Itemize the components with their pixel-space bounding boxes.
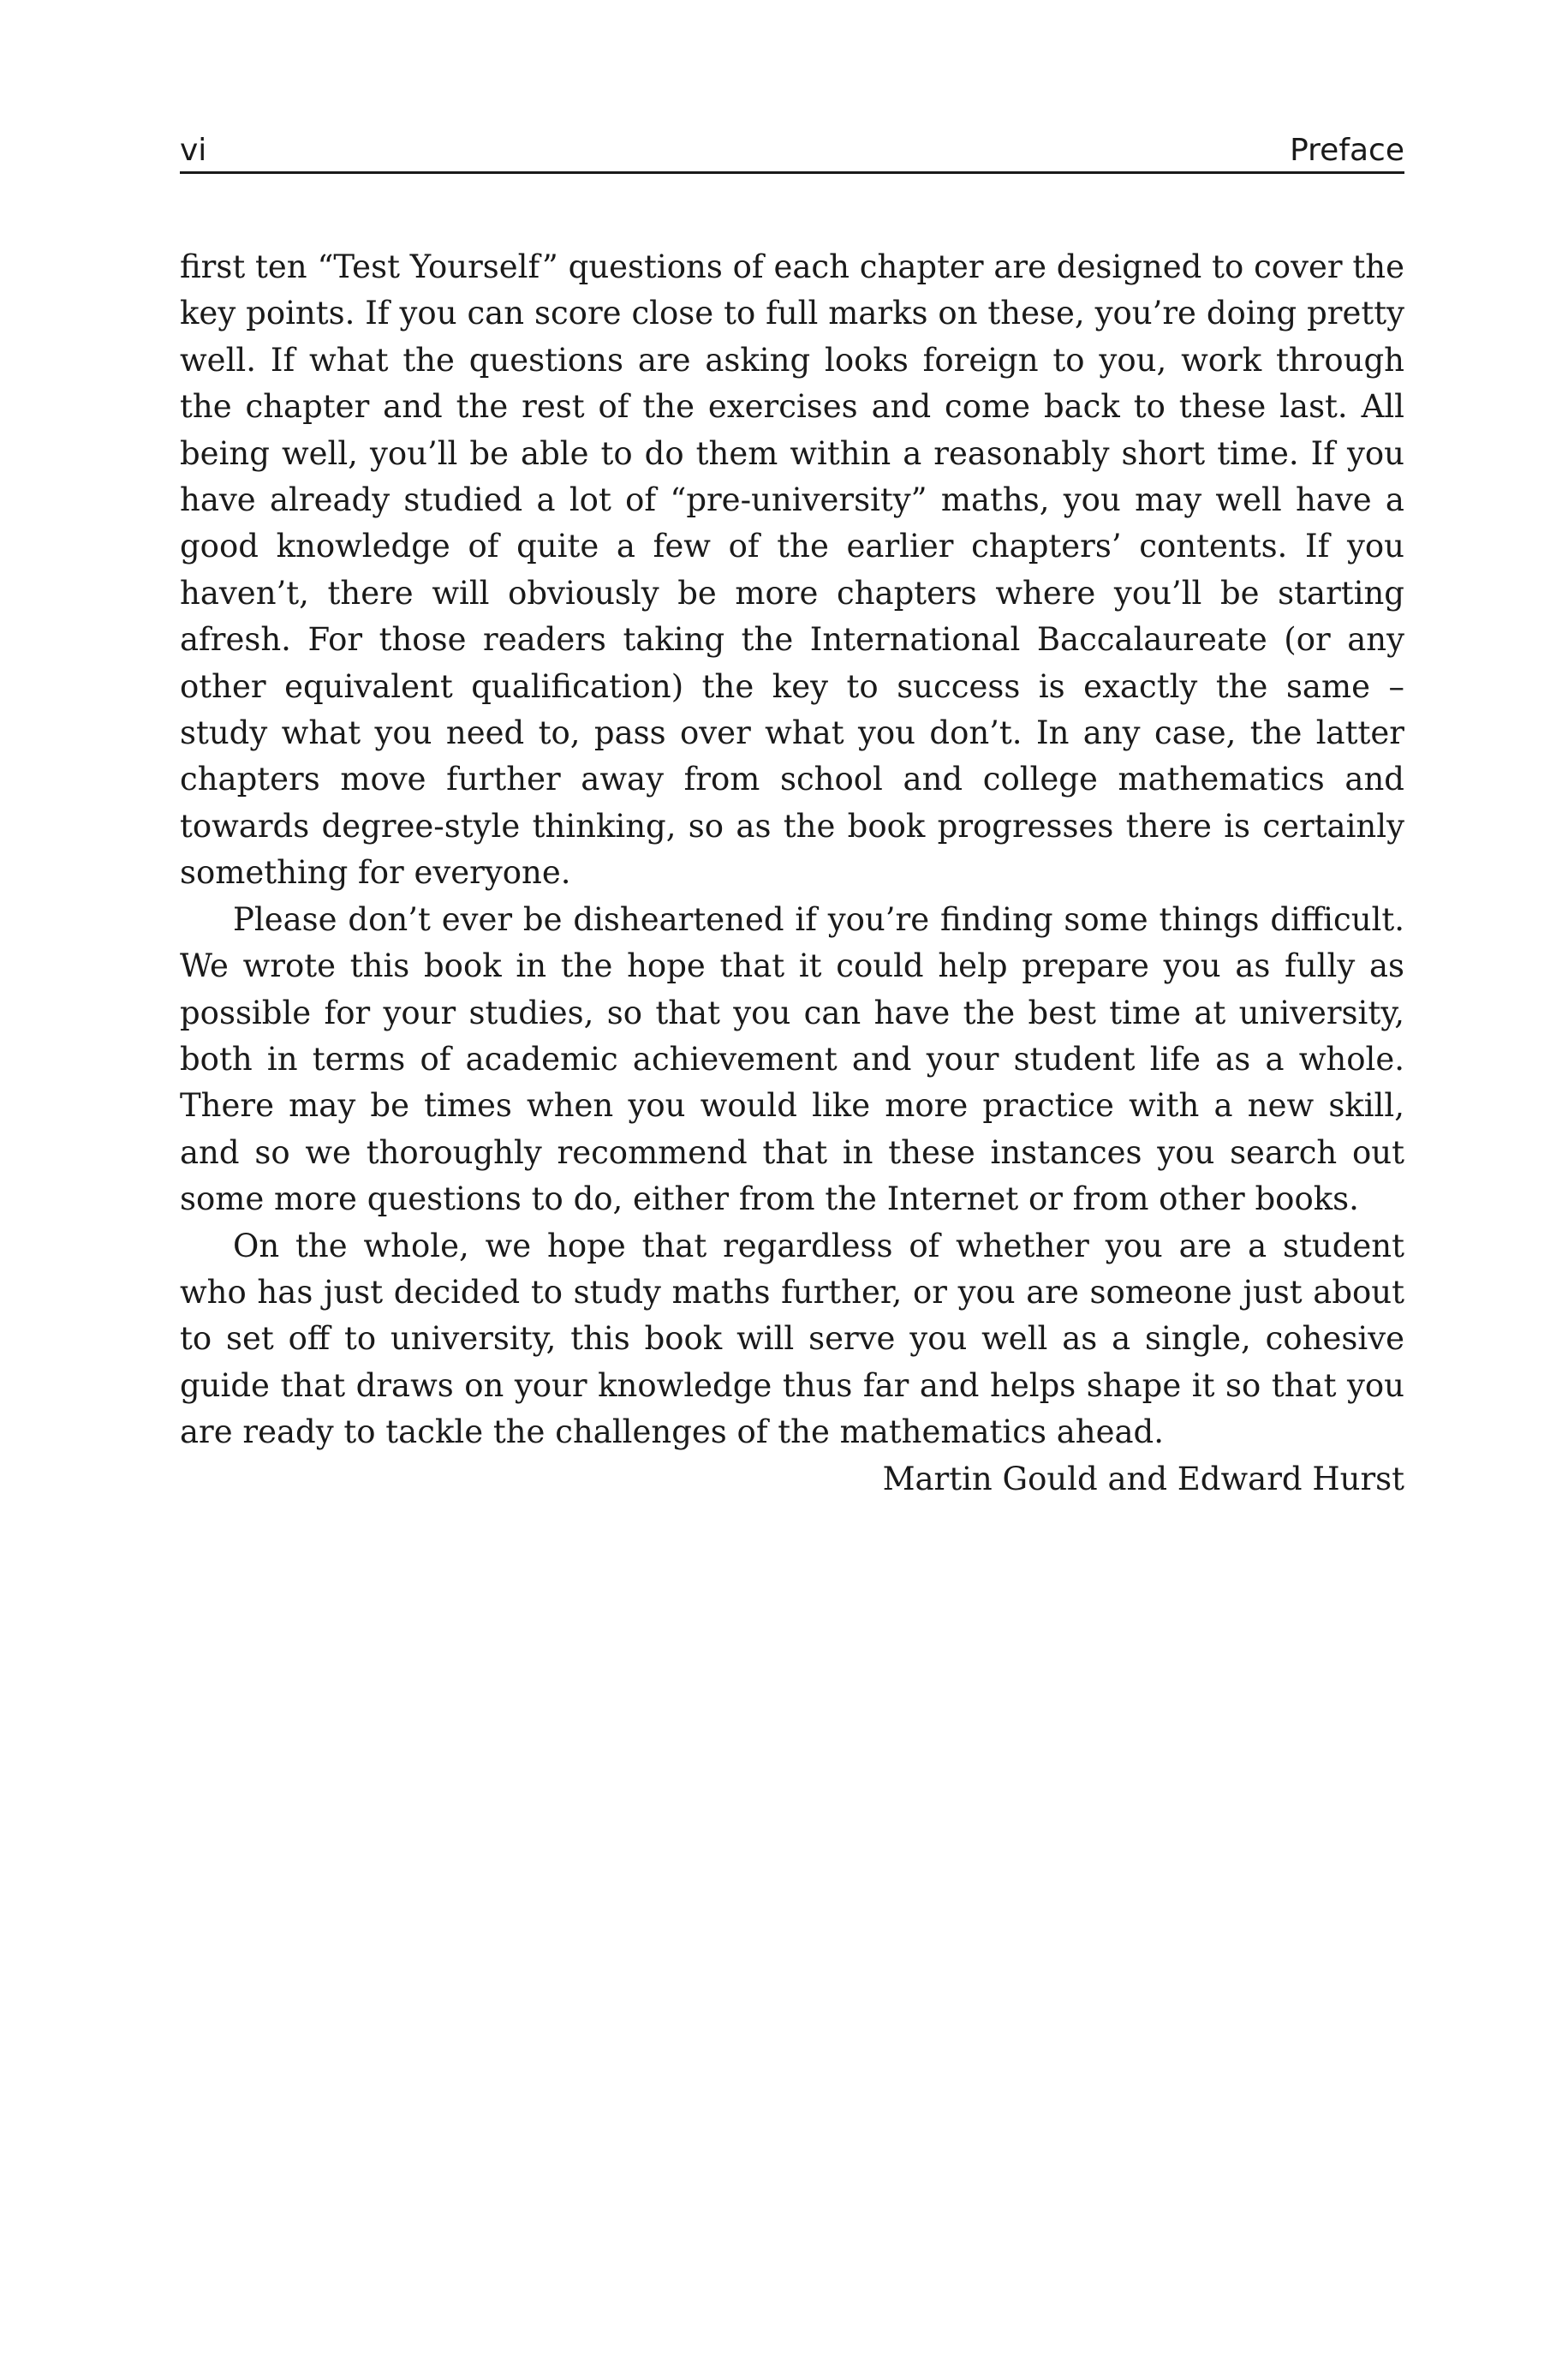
author-signature: Martin Gould and Edward Hurst [882,1460,1404,1497]
header-rule [180,171,1404,174]
book-page [180,0,1404,2378]
paragraph: On the whole, we hope that regardless of whether you are a student who has just decided to study maths further, or you are someone just about to set off to university, this book will serve you well as a single, cohesive guide that draws on your knowledge thus far and helps shape it so that you are ready to tackle the challenges of the mathematics ahead. [180,1227,1404,1451]
preface-body [180,244,1404,1503]
paragraph: Please don’t ever be disheartened if you’re finding some things difficult. We wrote this book in the hope that it could help prepare you as fully as possible for your studies, so that you can have the best time at university, both in terms of academic achievement and your student life as a whole. There may be times when you would like more practice with a new skill, and so we thoroughly recommend that in these instances you search out some more questions to do, either from the Internet or from other books. [180,900,1404,1218]
running-header [180,128,1404,173]
section-title: Preface [1290,133,1404,168]
paragraph-continued: first ten “Test Yourself” questions of each chapter are designed to cover the key points. If you can score close to full marks on these, you’re doing pretty well. If what the questions are asking looks foreign to you, work through the chapter and the rest of the exercises and come back to these last. All being well, you’ll be able to do them within a reasonably short time. If you have already studied a lot of “pre-university” maths, you may well have a good knowledge of quite a few of the earlier chapters’ contents. If you haven’t, there will obviously be more chapters where you’ll be starting afresh. For those readers taking the International Baccalaureate (or any other equivalent qualification) the key to success is exactly the same – study what you need to, pass over what you don’t. In any case, the latter chapters move further away from school and college mathematics and towards degree-style thinking, so as the book progresses there is certainly something for everyone. [180,248,1404,892]
page-number: vi [180,133,207,168]
